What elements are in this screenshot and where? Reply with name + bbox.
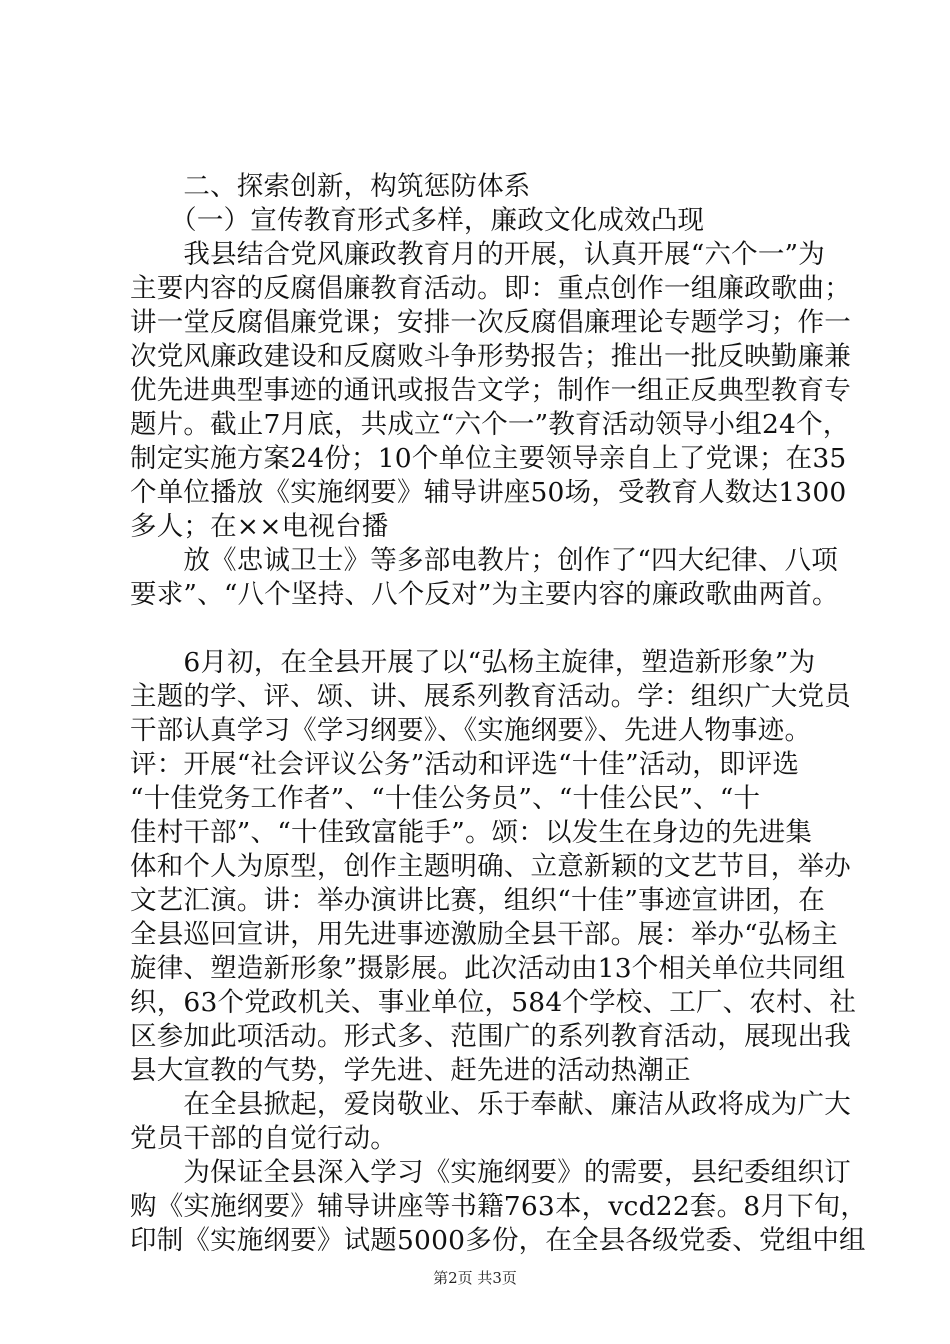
paragraph-line: 主题的学、评、颂、讲、展系列教育活动。学：组织广大党员 [130,681,851,712]
paragraph-line: 讲一堂反腐倡廉党课；安排一次反腐倡廉理论专题学习；作一 [130,307,851,338]
paragraph-line: 制定实施方案24份；10个单位主要领导亲自上了党课；在35 [130,443,847,474]
paragraph-line: 佳村干部”、“十佳致富能手”。颂：以发生在身边的先进集 [130,817,813,848]
paragraph-line: 干部认真学习《学习纲要》、《实施纲要》、先进人物事迹。 [130,715,812,746]
subsection-heading: （一）宣传教育形式多样，廉政文化成效凸现 [130,205,705,236]
paragraph-line: 优先进典型事迹的通讯或报告文学；制作一组正反典型教育专 [130,375,851,406]
paragraph-line: 旋律、塑造新形象”摄影展。此次活动由13个相关单位共同组 [130,953,846,984]
page-number: 第2页 共3页 [433,1269,517,1287]
paragraph-line: 我县结合党风廉政教育月的开展，认真开展“六个一”为 [130,239,825,270]
paragraph-line: 为保证全县深入学习《实施纲要》的需要，县纪委组织订 [130,1157,851,1188]
paragraph-line: 6月初，在全县开展了以“弘杨主旋律，塑造新形象”为 [130,647,816,678]
paragraph-line: 全县巡回宣讲，用先进事迹激励全县干部。展：举办“弘杨主 [130,919,838,950]
paragraph-line: 在全县掀起，爱岗敬业、乐于奉献、廉洁从政将成为广大 [130,1089,851,1120]
paragraph-line: 个单位播放《实施纲要》辅导讲座50场，受教育人数达1300 [130,477,847,508]
paragraph-line: 区参加此项活动。形式多、范围广的系列教育活动，展现出我 [130,1021,851,1052]
paragraph-line: “十佳党务工作者”、“十佳公务员”、“十佳公民”、“十 [130,783,761,814]
paragraph-line: 体和个人为原型，创作主题明确、立意新颖的文艺节目，举办 [130,851,851,882]
paragraph-line: 县大宣教的气势，学先进、赶先进的活动热潮正 [130,1055,691,1086]
paragraph-line: 印制《实施纲要》试题5000多份，在全县各级党委、党组中组 [130,1225,866,1256]
paragraph-line: 放《忠诚卫士》等多部电教片；创作了“四大纪律、八项 [130,545,838,576]
section-heading: 二、探索创新，构筑惩防体系 [130,171,531,202]
paragraph-line: 题片。截止7月底，共成立“六个一”教育活动领导小组24个， [130,409,850,440]
paragraph-line: 购《实施纲要》辅导讲座等书籍763本，vcd22套。8月下旬， [130,1191,868,1222]
paragraph-line: 次党风廉政建设和反腐败斗争形势报告；推出一批反映勤廉兼 [130,341,851,372]
paragraph-line: 多人；在××电视台播 [130,511,389,542]
paragraph-line: 文艺汇演。讲：举办演讲比赛，组织“十佳”事迹宣讲团，在 [130,885,825,916]
paragraph-line: 主要内容的反腐倡廉教育活动。即：重点创作一组廉政歌曲； [130,273,851,304]
paragraph-line: 评：开展“社会评议公务”活动和评选“十佳”活动，即评选 [130,749,800,780]
paragraph-line: 织，63个党政机关、事业单位，584个学校、工厂、农村、社 [130,987,857,1018]
paragraph-line: 党员干部的自觉行动。 [130,1123,397,1154]
paragraph-line: 要求”、“八个坚持、八个反对”为主要内容的廉政歌曲两首。 [130,579,839,610]
